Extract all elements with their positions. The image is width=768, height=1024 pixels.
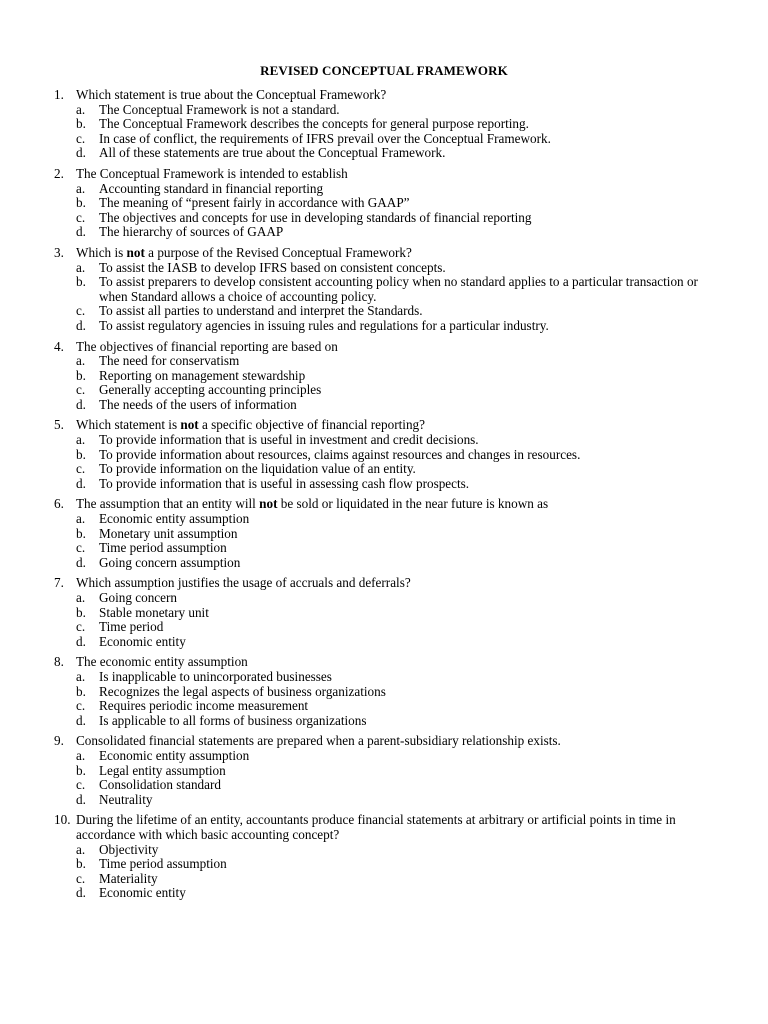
answer-option [54, 319, 714, 334]
option-letter: d. [76, 317, 86, 333]
question-text [54, 655, 714, 670]
answer-option [54, 261, 714, 276]
option-text: The objectives and concepts for use in developing standards of financial reporting [99, 209, 532, 225]
option-text: The meaning of “present fairly in accordance with GAAP” [99, 195, 410, 211]
question-text [54, 497, 714, 512]
question-number: 2. [54, 165, 64, 181]
question-list [54, 88, 714, 907]
answer-option [54, 886, 714, 901]
answer-option [54, 369, 714, 384]
option-letter: b. [76, 856, 86, 872]
option-text: To assist the IASB to develop IFRS based on consistent concepts. [99, 259, 446, 275]
question-item [54, 655, 714, 728]
option-text: The Conceptual Framework is not a standard. [99, 101, 340, 117]
option-text: Is applicable to all forms of business organizations [99, 712, 367, 728]
question-item [54, 246, 714, 334]
question-number: 7. [54, 575, 64, 591]
option-text: Going concern assumption [99, 554, 241, 570]
option-letter: b. [76, 116, 86, 132]
question-text-part: Which is [76, 244, 127, 260]
option-letter: c. [76, 130, 86, 146]
question-text-part: Which statement is true about the Conceptual Framework? [76, 87, 387, 102]
question-text-part: During the lifetime of an entity, accountants produce financial statements at arbitrary or artificial points in time in accordance with which basic accounting concept? [76, 812, 676, 842]
option-letter: c. [76, 382, 86, 398]
option-letter: b. [76, 762, 86, 778]
option-text: The Conceptual Framework describes the concepts for general purpose reporting. [99, 116, 529, 132]
question-item [54, 167, 714, 240]
option-letter: a. [76, 180, 86, 196]
option-text: Stable monetary unit [99, 604, 209, 620]
answer-option [54, 670, 714, 685]
question-number: 1. [54, 87, 64, 102]
option-text: To assist regulatory agencies in issuing rules and regulations for a particular industry. [99, 317, 549, 333]
option-letter: c. [76, 698, 86, 714]
option-letter: a. [76, 668, 86, 684]
answer-option [54, 103, 714, 118]
option-letter: b. [76, 683, 86, 699]
option-letter: b. [76, 446, 86, 462]
option-text: To assist all parties to understand and interpret the Standards. [99, 303, 423, 319]
question-number: 3. [54, 244, 64, 260]
answer-option [54, 433, 714, 448]
answer-option [54, 714, 714, 729]
option-text: Economic entity [99, 633, 186, 649]
option-text: Is inapplicable to unincorporated businesses [99, 668, 332, 684]
answer-option [54, 699, 714, 714]
option-letter: c. [76, 540, 86, 556]
option-text: Time period [99, 619, 164, 635]
option-text: Consolidation standard [99, 777, 221, 793]
answer-option [54, 383, 714, 398]
question-text-part: Which assumption justifies the usage of accruals and deferrals? [76, 575, 411, 591]
option-text: Recognizes the legal aspects of business organizations [99, 683, 386, 699]
option-text: Requires periodic income measurement [99, 698, 309, 714]
question-emphasis: not [180, 417, 199, 433]
answer-option [54, 857, 714, 872]
answer-option [54, 778, 714, 793]
option-letter: d. [76, 712, 86, 728]
option-letter: b. [76, 195, 86, 211]
option-text: Time period assumption [99, 540, 227, 556]
option-letter: a. [76, 101, 86, 117]
option-letter: c. [76, 209, 86, 225]
question-number: 6. [54, 496, 64, 512]
question-item [54, 88, 714, 161]
answer-option [54, 398, 714, 413]
question-number: 9. [54, 733, 64, 749]
answer-option [54, 304, 714, 319]
option-letter: a. [76, 590, 86, 605]
answer-option [54, 556, 714, 571]
option-letter: c. [76, 303, 86, 319]
answer-option [54, 620, 714, 635]
question-text [54, 418, 714, 433]
option-text: Going concern [99, 590, 177, 605]
option-letter: c. [76, 777, 86, 793]
answer-option [54, 354, 714, 369]
question-emphasis: not [259, 496, 278, 512]
question-text-part: Which statement is [76, 417, 181, 433]
option-letter: d. [76, 475, 86, 491]
question-text-part: Consolidated financial statements are prepared when a parent-subsidiary relationship exists. [76, 733, 561, 749]
question-text-part: be sold or liquidated in the near future is known as [277, 496, 549, 512]
option-letter: c. [76, 619, 86, 635]
answer-option [54, 275, 714, 304]
document-title: REVISED CONCEPTUAL FRAMEWORK [260, 63, 508, 78]
answer-option [54, 146, 714, 161]
option-text: To provide information about resources, claims against resources and changes in resources. [99, 446, 581, 462]
answer-option [54, 793, 714, 808]
option-letter: c. [76, 461, 86, 477]
answer-option [54, 448, 714, 463]
question-text-part: a specific objective of financial reporting? [198, 417, 425, 433]
option-letter: d. [76, 633, 86, 649]
answer-option [54, 211, 714, 226]
option-letter: a. [76, 841, 86, 857]
option-text: The hierarchy of sources of GAAP [99, 224, 284, 240]
answer-option [54, 606, 714, 621]
answer-option [54, 196, 714, 211]
question-text-part: The economic entity assumption [76, 654, 248, 670]
question-text [54, 813, 714, 842]
answer-option [54, 541, 714, 556]
option-text: To provide information that is useful in investment and credit decisions. [99, 432, 479, 448]
option-text: Monetary unit assumption [99, 525, 238, 541]
answer-option [54, 117, 714, 132]
question-number: 10. [54, 812, 71, 828]
option-text: Neutrality [99, 791, 153, 807]
answer-option [54, 225, 714, 240]
option-text: To provide information that is useful in assessing cash flow prospects. [99, 475, 470, 491]
option-text: Economic entity assumption [99, 511, 250, 527]
answer-option [54, 591, 714, 606]
question-item [54, 418, 714, 491]
question-item [54, 497, 714, 570]
option-text: Materiality [99, 870, 158, 886]
option-text: Economic entity [99, 885, 186, 901]
answer-option [54, 749, 714, 764]
question-number: 8. [54, 654, 64, 670]
question-item [54, 813, 714, 901]
option-letter: d. [76, 145, 86, 161]
question-text [54, 167, 714, 182]
option-letter: d. [76, 224, 86, 240]
question-number: 4. [54, 338, 64, 354]
answer-option [54, 182, 714, 197]
option-text: Legal entity assumption [99, 762, 226, 778]
option-text: Reporting on management stewardship [99, 367, 306, 383]
option-letter: c. [76, 870, 86, 886]
question-text-part: The Conceptual Framework is intended to establish [76, 165, 348, 181]
answer-option [54, 527, 714, 542]
option-text: Objectivity [99, 841, 159, 857]
question-text-part: a purpose of the Revised Conceptual Framework? [144, 244, 412, 260]
option-text: In case of conflict, the requirements of IFRS prevail over the Conceptual Framework. [99, 130, 551, 146]
question-item [54, 340, 714, 413]
option-text: Time period assumption [99, 856, 227, 872]
question-text [54, 88, 714, 103]
answer-option [54, 132, 714, 147]
option-letter: b. [76, 274, 86, 290]
question-text [54, 340, 714, 355]
question-text-part: The objectives of financial reporting are based on [76, 338, 338, 354]
option-letter: a. [76, 259, 86, 275]
option-text: Accounting standard in financial reporting [99, 180, 324, 196]
option-letter: a. [76, 747, 86, 763]
option-letter: b. [76, 525, 86, 541]
option-text: Generally accepting accounting principles [99, 382, 322, 398]
option-text: To provide information on the liquidation value of an entity. [99, 461, 416, 477]
option-letter: a. [76, 511, 86, 527]
option-text: To assist preparers to develop consistent accounting policy when no standard applies to a particular transaction or when Standard allows a choice of accounting policy. [99, 274, 698, 304]
question-item [54, 576, 714, 649]
answer-option [54, 462, 714, 477]
option-letter: a. [76, 353, 86, 369]
answer-option [54, 512, 714, 527]
question-text [54, 576, 714, 591]
option-letter: b. [76, 604, 86, 620]
answer-option [54, 685, 714, 700]
option-letter: a. [76, 432, 86, 448]
option-text: Economic entity assumption [99, 747, 250, 763]
question-emphasis: not [126, 244, 145, 260]
option-text: All of these statements are true about the Conceptual Framework. [99, 145, 446, 161]
question-item [54, 734, 714, 807]
answer-option [54, 477, 714, 492]
question-text [54, 734, 714, 749]
option-letter: b. [76, 367, 86, 383]
option-text: The needs of the users of information [99, 396, 297, 412]
question-text [54, 246, 714, 261]
option-letter: d. [76, 791, 86, 807]
option-letter: d. [76, 396, 86, 412]
answer-option [54, 635, 714, 650]
answer-option [54, 872, 714, 887]
question-number: 5. [54, 417, 64, 433]
answer-option [54, 764, 714, 779]
question-text-part: The assumption that an entity will [76, 496, 260, 512]
answer-option [54, 843, 714, 858]
option-text: The need for conservatism [99, 353, 240, 369]
option-letter: d. [76, 885, 86, 901]
option-letter: d. [76, 554, 86, 570]
